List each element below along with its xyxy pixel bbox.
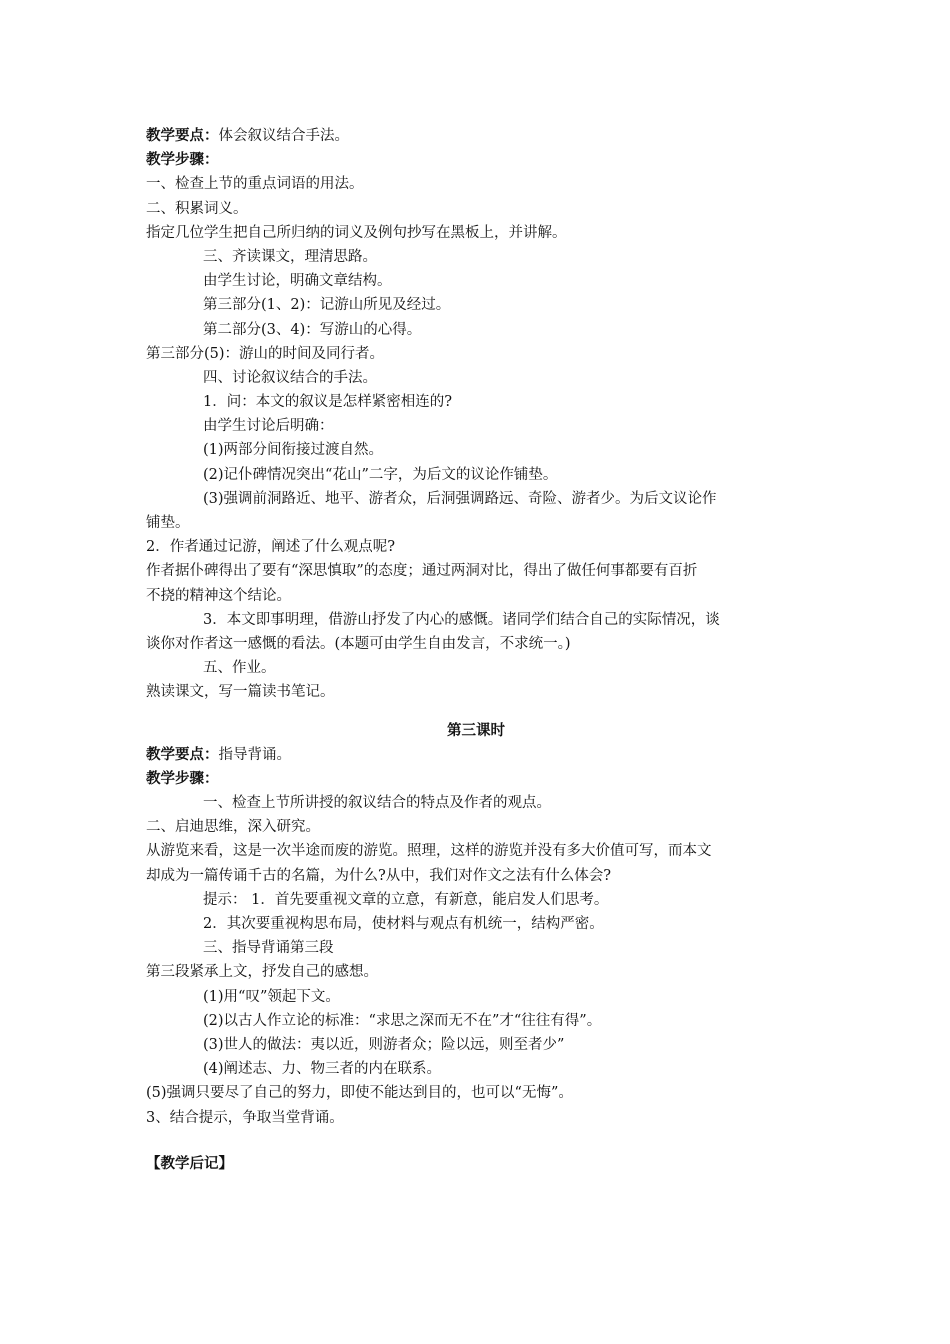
- teaching-point-line: [146, 124, 806, 148]
- lesson-heading: 第三课时: [447, 721, 505, 739]
- text-line: 由学生讨论，明确文章结构。: [203, 273, 392, 290]
- document-body: [146, 124, 806, 1176]
- teaching-point-line: [146, 743, 806, 767]
- text-line: 铺垫。: [146, 515, 190, 531]
- text-line: 指定几位学生把自己所归纳的词义及例句抄写在黑板上，并讲解。: [146, 224, 567, 241]
- teaching-point-text: 体会叙议结合手法。: [218, 128, 349, 144]
- text-line: (2)以古人作立论的标准：“求思之深而无不在”才“往往有得”。: [203, 1012, 602, 1029]
- text-line: 三、齐读课文，理清思路。: [203, 248, 377, 265]
- text-line: 从游览来看，这是一次半途而废的游览。照理，这样的游览并没有多大价值可写，而本文: [146, 843, 712, 860]
- text-line: 一、检查上节的重点词语的用法。: [146, 176, 364, 193]
- text-line: 第三部分(5)：游山的时间及同行者。: [146, 345, 385, 362]
- teaching-point-label: 教学要点：: [146, 745, 219, 763]
- text-line: (5)强调只要尽了自己的努力，即使不能达到目的，也可以“无悔”。: [146, 1085, 573, 1102]
- teaching-steps-label: 教学步骤：: [146, 151, 219, 169]
- text-line: (3)世人的做法：夷以近，则游者众；险以远，则至者少”: [203, 1036, 565, 1053]
- text-line: 一、检查上节所讲授的叙议结合的特点及作者的观点。: [203, 795, 551, 812]
- text-line: 2．作者通过记游，阐述了什么观点呢?: [146, 539, 395, 556]
- teaching-point-label: 教学要点：: [146, 127, 219, 144]
- text-line: 五、作业。: [203, 660, 276, 677]
- text-line: (1)用“叹”领起下文。: [203, 988, 340, 1005]
- text-line: 三、指导背诵第三段: [203, 940, 334, 957]
- text-line: 作者据仆碑得出了要有“深思慎取”的态度；通过两洞对比，得出了做任何事都要有百折: [146, 563, 698, 580]
- text-line: (2)记仆碑情况突出“花山”二字，为后文的议论作铺垫。: [203, 466, 558, 483]
- text-line: 二、启迪思维，深入研究。: [146, 819, 320, 836]
- text-line: 第二部分(3、4)：写游山的心得。: [203, 321, 422, 338]
- text-line: (1)两部分间衔接过渡自然。: [203, 442, 384, 459]
- text-line: 二、积累词义。: [146, 200, 248, 217]
- text-line: 不挠的精神这个结论。: [146, 587, 291, 604]
- text-line: 第三部分(1、2)：记游山所见及经过。: [203, 297, 451, 314]
- text-line: 熟读课文，写一篇读书笔记。: [146, 684, 335, 701]
- teaching-point-text: 指导背诵。: [218, 746, 291, 763]
- text-line: 1．问：本文的叙议是怎样紧密相连的?: [203, 394, 452, 411]
- text-line: 3．本文即事明理，借游山抒发了内心的感慨。诸同学们结合自己的实际情况，谈: [203, 611, 720, 628]
- text-line: 却成为一篇传诵千古的名篇，为什么?从中，我们对作文之法有什么体会?: [146, 867, 612, 884]
- text-line: 第三段紧承上文，抒发自己的感想。: [146, 964, 378, 981]
- text-line: (4)阐述志、力、物三者的内在联系。: [203, 1061, 442, 1078]
- text-line: 四、讨论叙议结合的手法。: [203, 369, 377, 386]
- text-line: 由学生讨论后明确：: [203, 418, 334, 435]
- postscript-heading: 【教学后记】: [146, 1154, 233, 1172]
- text-line: (3)强调前洞路近、地平、游者众，后洞强调路远、奇险、游者少。为后文议论作: [203, 490, 717, 507]
- section-gap: [146, 705, 806, 719]
- teaching-steps-label: 教学步骤：: [146, 769, 219, 787]
- section-gap: [146, 1130, 806, 1152]
- text-line: 2．其次要重视构思布局，使材料与观点有机统一，结构严密。: [203, 916, 604, 932]
- text-line: 3、结合提示，争取当堂背诵。: [146, 1109, 344, 1126]
- text-line: 提示： 1．首先要重视文章的立意，有新意，能启发人们思考。: [203, 891, 609, 908]
- text-line: 谈你对作者这一感慨的看法。(本题可由学生自由发言，不求统一。): [146, 635, 571, 652]
